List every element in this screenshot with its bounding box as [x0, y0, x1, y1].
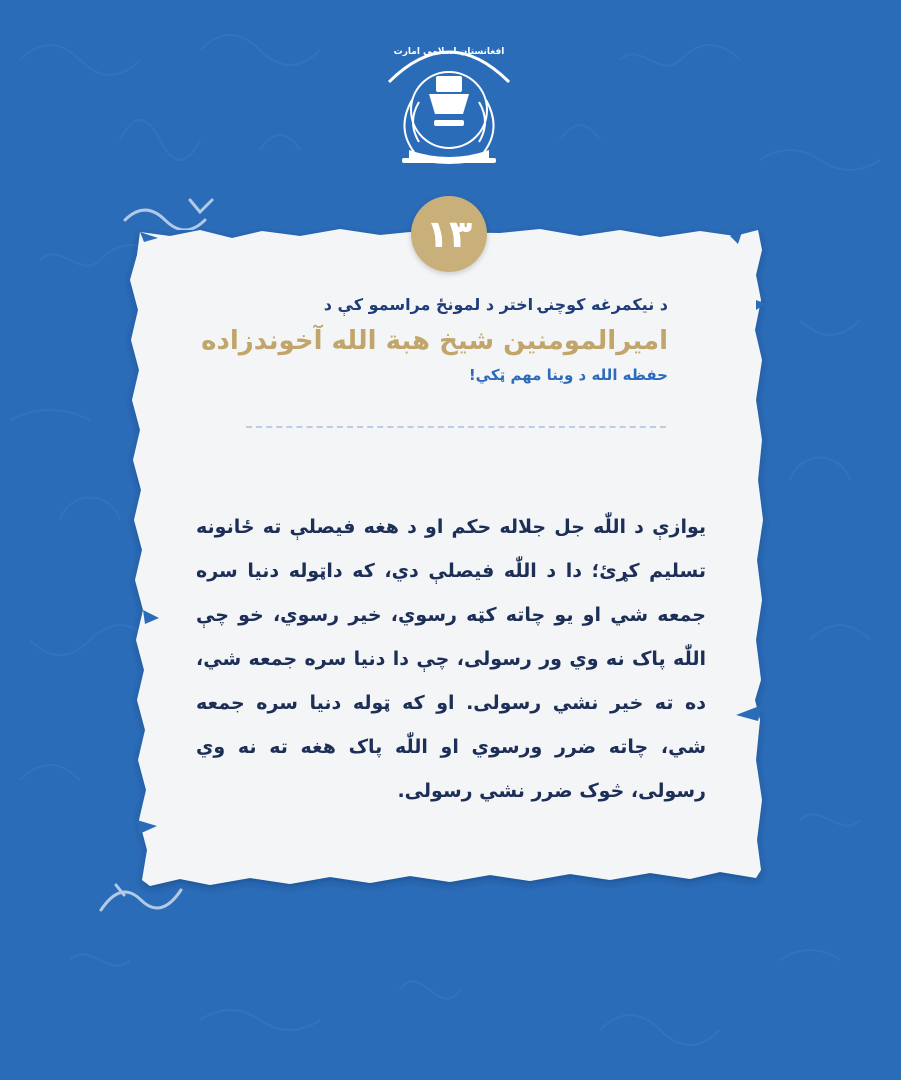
- number-badge: [411, 196, 487, 272]
- corner-doodle: [120, 190, 230, 230]
- header-caption: حفظه الله د وینا مهم ټکي!: [468, 366, 668, 384]
- dashed-divider: [246, 426, 666, 428]
- quote-body: یوازې د اللّٰه جل جلاله حکم او د هغه فیصلې ته ځانونه تسلیم کړئ؛ دا د اللّٰه فیصلې دي، که داټوله دنیا سره جمعه شي او یو چاته کټه رسوي، خیر رسوي، خو چې اللّٰه پاک نه وي ور رسولی، چې دا دنیا سره جمعه شي، ده ته خیر نشي رسولی. او که ټوله دنیا سره جمعه شي، چاته ضرر ورسوي او اللّٰه پاک هغه ته نه وي رسولی، څوک ضرر نشي رسولی.: [196, 516, 706, 802]
- corner-doodle: [96, 870, 186, 920]
- badge-number: ۱۳: [425, 212, 473, 256]
- page-title: امیرالمومنین شیخ هبة الله آخوندزاده: [201, 326, 668, 356]
- header-block: [200, 292, 668, 388]
- header-subtitle: د نیکمرغه کوچنۍ اختر د لمونځ مراسمو کې د: [323, 295, 668, 314]
- emblem-arc-text: افغانستان اسلامي امارت: [393, 47, 505, 57]
